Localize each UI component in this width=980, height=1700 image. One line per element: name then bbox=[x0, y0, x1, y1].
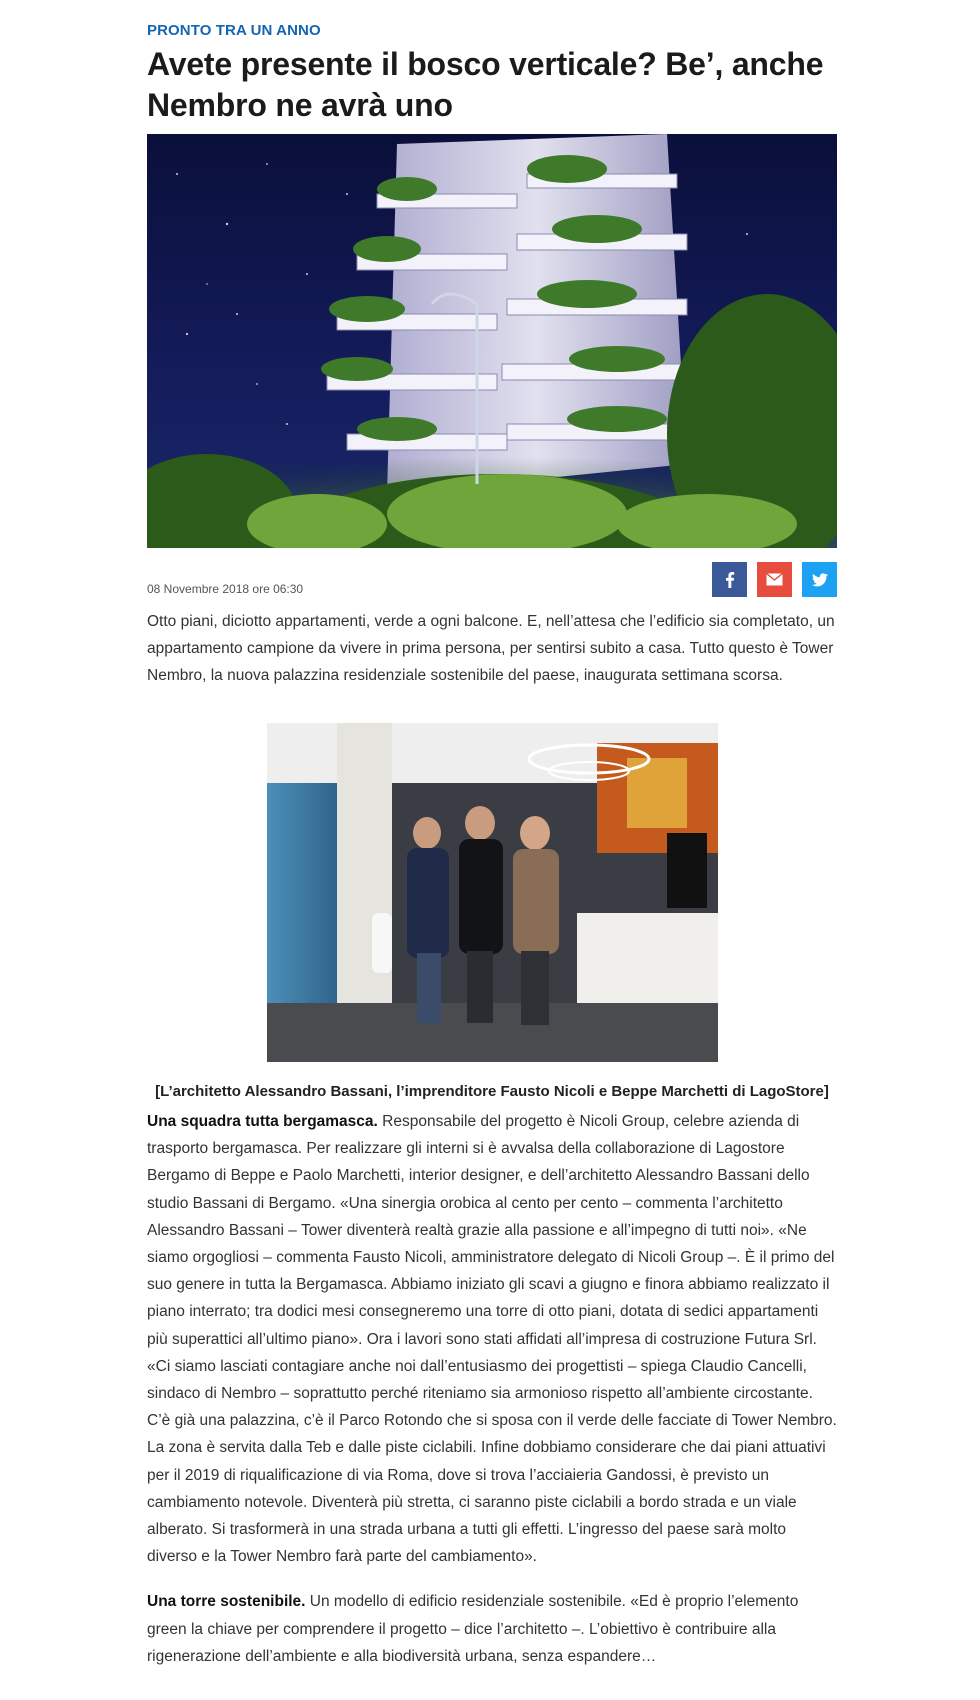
share-buttons bbox=[712, 562, 837, 597]
showroom-photo bbox=[267, 723, 718, 1062]
section-torre bbox=[147, 1588, 837, 1670]
twitter-icon bbox=[812, 573, 828, 587]
article-meta bbox=[147, 562, 837, 610]
section-torre-text: Un modello di edificio residenziale sostenibile. «Ed è proprio l’elemento green la chiave per comprendere il progetto – dice l’architetto –. L’obiettivo è contribuire alla rigenerazione dell’ambiente e alla biodiversità urbana, senza espandere… bbox=[147, 1593, 799, 1665]
facebook-icon bbox=[722, 572, 738, 588]
publish-date: 08 Novembre 2018 ore 06:30 bbox=[147, 582, 304, 596]
email-share-button[interactable] bbox=[757, 562, 792, 597]
hero-image bbox=[147, 134, 837, 548]
article-figure bbox=[147, 723, 837, 1102]
article-headline: Avete presente il bosco verticale? Be’, anche Nembro ne avrà uno bbox=[147, 46, 824, 123]
envelope-icon bbox=[766, 573, 783, 586]
photo-caption: [L’architetto Alessandro Bassani, l’imprenditore Fausto Nicoli e Beppe Marchetti di LagoStore] bbox=[155, 1083, 829, 1100]
facebook-share-button[interactable] bbox=[712, 562, 747, 597]
section-squadra-text: Responsabile del progetto è Nicoli Group, celebre azienda di trasporto bergamasca. Per realizzare gli interni si è avvalsa della collaborazione di Lagostore Bergamo di Beppe e Paolo Marchetti, interior designer, e dell’architetto Alessandro Bassani dello studio Bassani di Bergamo. «Una sinergia orobica al cento per cento – commenta l’architetto Alessandro Bassani – Tower diventerà realtà grazie alla passione e all’impegno di tutti noi». «Ne siamo orgogliosi – commenta Fausto Nicoli, amministratore delegato di Nicoli Group –. È il primo del suo genere in tutta la Bergamasca. Abbiamo iniziato gli scavi a giugno e finora abbiamo realizzato il piano interrato; tra dodici mesi consegneremo una torre di otto piani, dotata di sedici appartamenti più superattici all’ultimo piano». Ora i lavori sono stati affidati all’impresa di costruzione Futura Srl. «Ci siamo lasciati contagiare anche noi dall’entusiasmo dei progettisti – spiega Claudio Cancelli, sindaco di Nembro – soprattutto perché riteniamo sia armonioso rispetto all’ambiente circostante. C’è già una palazzina, c’è il Parco Rotondo che si sposa con il verde delle facciate di Tower Nembro. La zona è servita dalla Teb e dalle piste ciclabili. Infine dobbiamo considerare che dai piani attuativi per il 2019 di riqualificazione di via Roma, dove si trova l’acciaieria Gandossi, è previsto un cambiamento notevole. Diventerà più stretta, ci saranno piste ciclabili a bordo strada e un viale alberato. Si trasformerà in una strada urbana a tutti gli effetti. L’ingresso del paese sarà molto diverso e la Tower Nembro farà parte del cambiamento». bbox=[147, 1113, 837, 1566]
section-squadra-title: Una squadra tutta bergamasca. bbox=[147, 1113, 378, 1130]
section-squadra bbox=[147, 1108, 837, 1570]
article-lead: Otto piani, diciotto appartamenti, verde a ogni balcone. E, nell’attesa che l’edificio sia completato, un appartamento campione da vivere in prima persona, per sentirsi subito a casa. Tutto questo è Tower Nembro, la nuova palazzina residenziale sostenibile del paese, inaugurata settimana scorsa. bbox=[147, 613, 835, 684]
article-kicker[interactable]: PRONTO TRA UN ANNO bbox=[147, 22, 321, 39]
section-torre-title: Una torre sostenibile. bbox=[147, 1593, 306, 1611]
article bbox=[147, 22, 837, 1670]
twitter-share-button[interactable] bbox=[802, 562, 837, 597]
